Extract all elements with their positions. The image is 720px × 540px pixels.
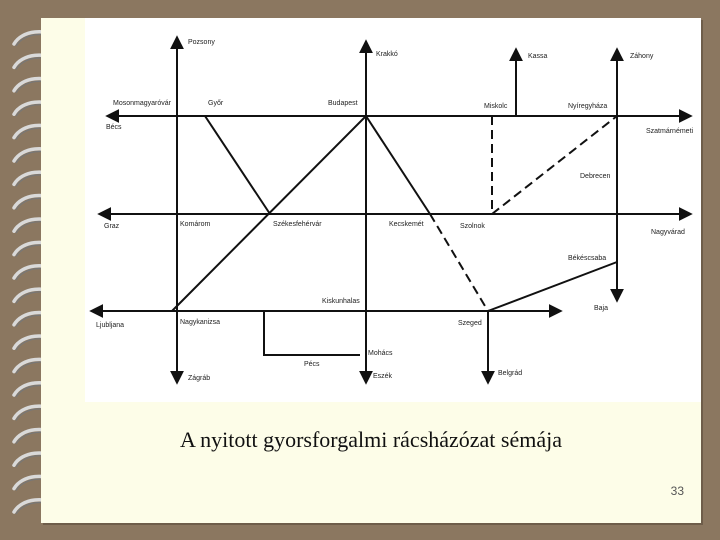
label-pozsony: Pozsony xyxy=(188,39,215,46)
label-szekesfehervar: Székesfehérvár xyxy=(273,221,322,228)
label-kassa: Kassa xyxy=(528,53,548,60)
label-kiskunhalas: Kiskunhalas xyxy=(322,298,360,305)
label-mosonmagyarovar: Mosonmagyaróvár xyxy=(113,100,171,107)
label-nagykanizsa: Nagykanizsa xyxy=(180,319,221,326)
label-zahony: Záhony xyxy=(630,53,654,60)
label-budapest: Budapest xyxy=(328,100,358,107)
label-komarom: Komárom xyxy=(180,221,211,228)
label-nagyvarad: Nagyvárad xyxy=(651,229,685,236)
label-eszek: Eszék xyxy=(373,373,393,380)
slide-number: 33 xyxy=(670,484,684,498)
slide-caption: A nyitott gyorsforgalmi rácsházózat sémája xyxy=(179,427,563,452)
label-nyiregyhaza: Nyíregyháza xyxy=(568,103,608,110)
label-mohacs: Mohács xyxy=(368,350,393,357)
label-belgrad: Belgrád xyxy=(498,370,523,377)
label-graz: Graz xyxy=(104,223,120,230)
label-becs: Bécs xyxy=(106,124,122,131)
label-szolnok: Szolnok xyxy=(460,223,485,230)
label-zagreb: Zágráb xyxy=(188,375,211,382)
label-kecskemet: Kecskemét xyxy=(389,221,424,228)
label-debrecen: Debrecen xyxy=(580,173,611,180)
label-gyor: Győr xyxy=(208,100,224,107)
link-szeged-bekescsaba xyxy=(488,262,617,311)
label-miskolc: Miskolc xyxy=(484,103,508,110)
label-ljubljana: Ljubljana xyxy=(96,322,125,329)
link-gyor-szekesfehervar xyxy=(205,116,270,214)
label-krakko: Krakkó xyxy=(376,51,398,58)
label-szeged: Szeged xyxy=(458,320,482,327)
label-pecs: Pécs xyxy=(304,361,320,368)
link-szolnok-nyiregyhaza-dashed xyxy=(492,116,617,214)
label-szatmarnemeti: Szatmárnémeti xyxy=(646,128,694,135)
label-baja: Baja xyxy=(594,305,609,312)
label-bekescsaba: Békéscsaba xyxy=(568,255,607,262)
link-budapest-kecskemet xyxy=(366,116,430,214)
link-pecs-spur xyxy=(264,311,360,355)
